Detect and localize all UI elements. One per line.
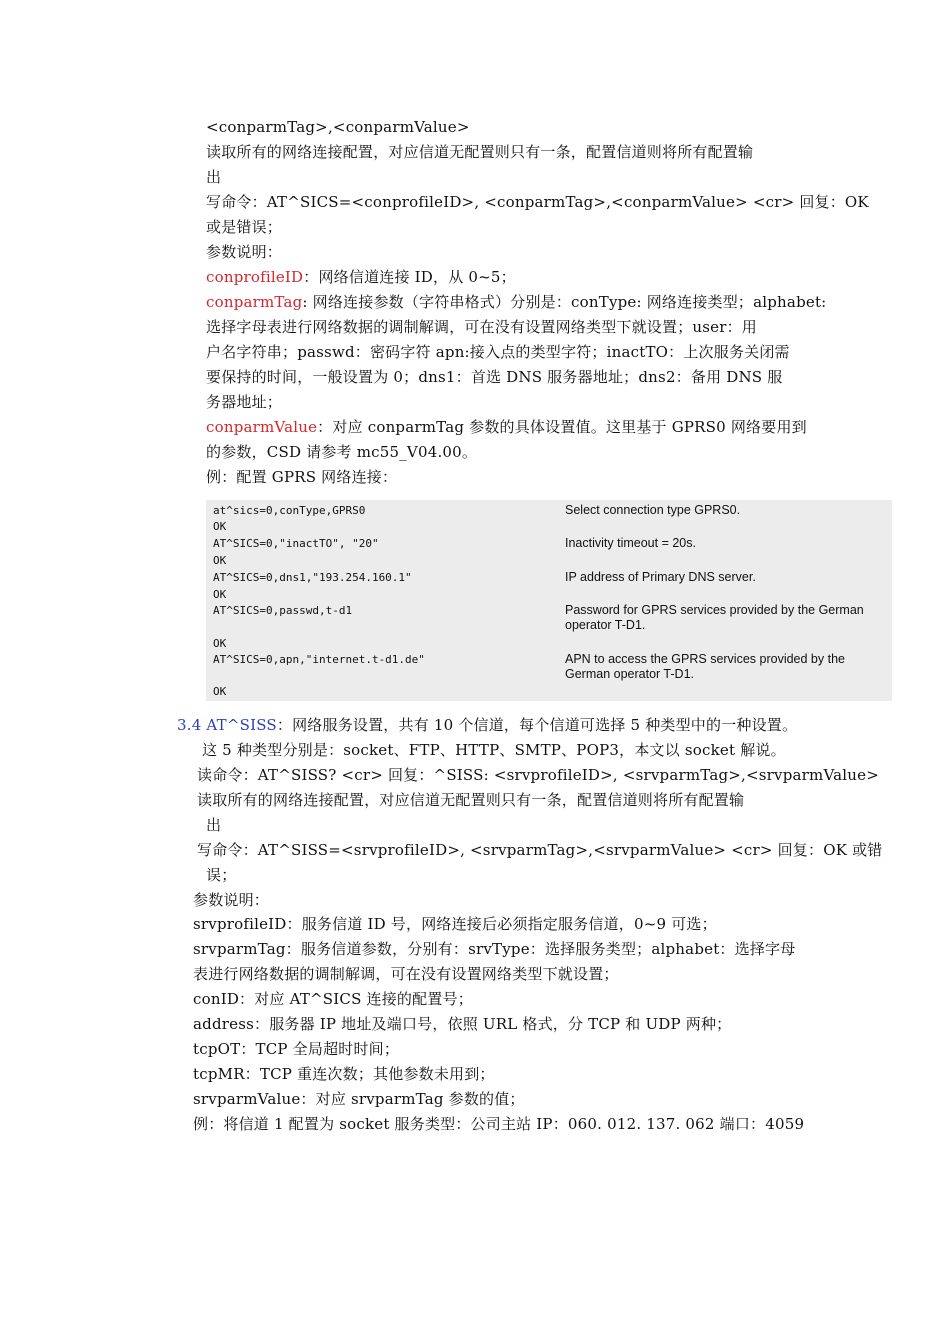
code-response: OK xyxy=(213,520,227,533)
paragraph-line: 选择字母表进行网络数据的调制解调，可在没有设置网络类型下就设置；user：用 xyxy=(206,318,758,336)
paragraph-line: 务器地址； xyxy=(206,393,283,411)
write-command-line: 写命令：AT^SICS=<conprofileID>, <conparmTag>,<conparmValue> <cr> 回复：OK xyxy=(206,193,869,211)
example-line: 例：将信道 1 配置为 socket 服务类型：公司主站 IP：060. 012. 137. 062 端口：4059 xyxy=(193,1115,805,1133)
code-example-box xyxy=(206,500,892,701)
code-command: AT^SICS=0,passwd,t-d1 xyxy=(213,604,353,617)
paragraph-line: 出 xyxy=(206,816,222,834)
code-description: Inactivity timeout = 20s. xyxy=(565,536,696,550)
paragraph-line: 读取所有的网络连接配置，对应信道无配置则只有一条，配置信道则将所有配置输 xyxy=(206,143,754,161)
example-heading: 例：配置 GPRS 网络连接： xyxy=(206,468,398,486)
param-desc: ：对应 conparmTag 参数的具体设置值。这里基于 GPRS0 网络要用到 xyxy=(317,418,807,436)
paragraph-line: 或是错误； xyxy=(206,218,283,236)
param-srvparmtag: srvparmTag：服务信道参数，分别有：srvType：选择服务类型；alphabet：选择字母 xyxy=(193,940,796,958)
code-command: AT^SICS=0,"inactTO", "20" xyxy=(213,537,379,550)
code-description: Select connection type GPRS0. xyxy=(565,503,741,517)
write-command-line: 写命令：AT^SISS=<srvprofileID>, <srvparmTag>,<srvparmValue> <cr> 回复：OK 或错 xyxy=(197,841,883,859)
code-response: OK xyxy=(213,637,227,650)
paragraph-line: 这 5 种类型分别是：socket、FTP、HTTP、SMTP、POP3，本文以 socket 解说。 xyxy=(202,741,786,759)
code-response: OK xyxy=(213,588,227,601)
section-heading-text: ：网络服务设置，共有 10 个信道，每个信道可选择 5 种类型中的一种设置。 xyxy=(276,716,798,734)
param-name: conparmTag xyxy=(206,293,303,311)
section-heading-3-4 xyxy=(177,715,797,735)
paragraph-line: 读取所有的网络连接配置，对应信道无配置则只有一条，配置信道则将所有配置输 xyxy=(197,791,745,809)
param-address: address：服务器 IP 地址及端口号，依照 URL 格式，分 TCP 和 UDP 两种； xyxy=(193,1015,732,1033)
section-number: 3.4 AT^SISS xyxy=(177,716,277,734)
read-command-line: 读命令：AT^SISS? <cr> 回复：^SISS: <srvprofileID>, <srvparmTag>,<srvparmValue> xyxy=(197,766,879,784)
code-description: IP address of Primary DNS server. xyxy=(565,570,756,584)
code-command: AT^SICS=0,apn,"internet.t-d1.de" xyxy=(213,653,425,666)
paragraph-line: 的参数，CSD 请参考 mc55_V04.00。 xyxy=(206,443,478,461)
param-conprofileid xyxy=(206,267,516,287)
code-response: OK xyxy=(213,554,227,567)
paragraph-line: 户名字符串；passwd：密码字符 apn:接入点的类型字符；inactTO：上次服务关闭需 xyxy=(206,343,790,361)
param-conparmvalue xyxy=(206,417,807,437)
paragraph-line: 出 xyxy=(206,168,222,186)
param-tcpmr: tcpMR：TCP 重连次数；其他参数未用到； xyxy=(193,1065,495,1083)
code-command: at^sics=0,conType,GPRS0 xyxy=(213,504,366,517)
param-conid: conID：对应 AT^SICS 连接的配置号； xyxy=(193,990,473,1008)
code-command: AT^SICS=0,dns1,"193.254.160.1" xyxy=(213,571,412,584)
param-heading: 参数说明： xyxy=(206,243,283,261)
param-desc: ：网络信道连接 ID，从 0~5； xyxy=(303,268,516,286)
param-heading: 参数说明： xyxy=(193,891,270,909)
param-name: conprofileID xyxy=(206,268,304,286)
code-description: Password for GPRS services provided by the German operator T-D1. xyxy=(565,603,864,632)
param-srvparmvalue: srvparmValue：对应 srvparmTag 参数的值； xyxy=(193,1090,525,1108)
param-srvprofileid: srvprofileID：服务信道 ID 号，网络连接后必须指定服务信道，0~9 可选； xyxy=(193,915,717,933)
code-description: APN to access the GPRS services provided by the German operator T-D1. xyxy=(565,652,845,681)
syntax-line: <conparmTag>,<conparmValue> xyxy=(206,118,470,136)
paragraph-line: 要保持的时间，一般设置为 0；dns1：首选 DNS 服务器地址；dns2：备用 DNS 服 xyxy=(206,368,783,386)
paragraph-line: 表进行网络数据的调制解调，可在没有设置网络类型下就设置； xyxy=(193,965,619,983)
paragraph-line: 误； xyxy=(206,866,237,884)
param-name: conparmValue xyxy=(206,418,318,436)
param-desc: : 网络连接参数（字符串格式）分别是：conType: 网络连接类型；alphabet: xyxy=(302,293,827,311)
code-response: OK xyxy=(213,685,227,698)
param-tcpot: tcpOT：TCP 全局超时时间； xyxy=(193,1040,400,1058)
param-conparmtag xyxy=(206,292,826,312)
